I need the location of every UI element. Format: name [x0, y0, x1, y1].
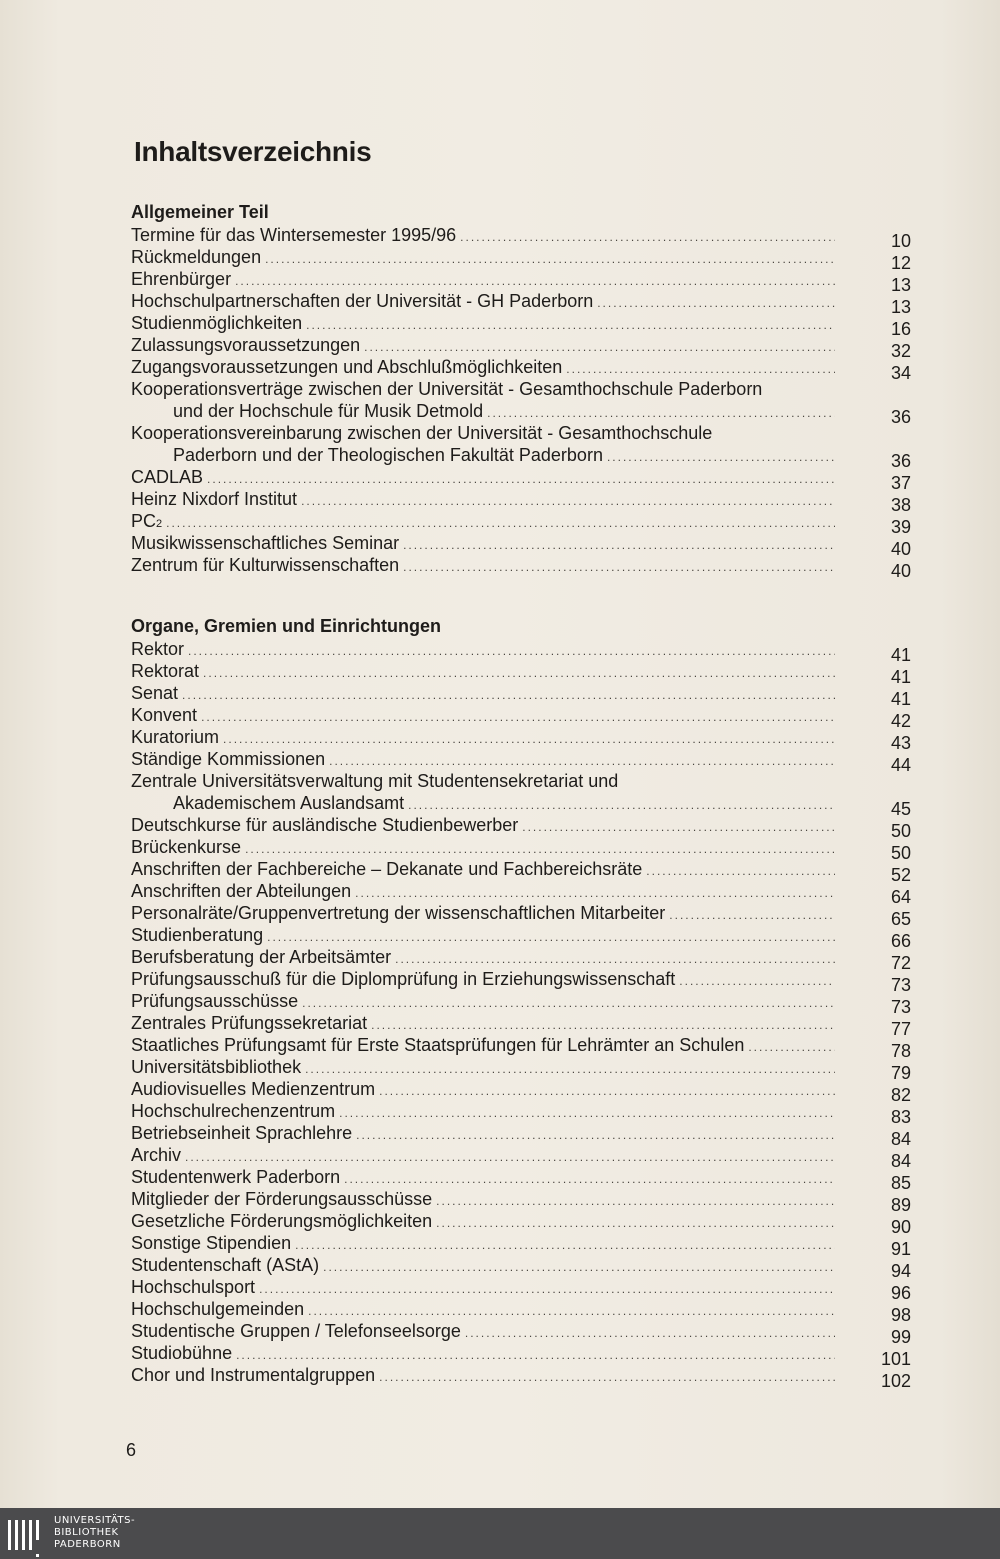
toc-section-organs: [131, 614, 911, 1391]
toc-entry: [131, 1166, 911, 1193]
toc-entry: [131, 880, 911, 907]
toc-entry-page: 90: [890, 1217, 911, 1237]
toc-entry: [131, 378, 911, 427]
toc-entry-title: Mitglieder der Förderungsausschüsse: [131, 1189, 433, 1209]
toc-entry-page: 44: [890, 755, 911, 775]
toc-entry-line: [131, 968, 911, 990]
toc-entry: [131, 1078, 911, 1105]
toc-entry: [131, 748, 911, 775]
toc-entry-title: Zentrale Universitätsverwaltung mit Studentensekretariat und: [131, 771, 619, 791]
toc-entry-line: [131, 1188, 911, 1210]
dot-leader: [166, 512, 835, 534]
toc-entry-page: 99: [890, 1327, 911, 1347]
dot-leader: [669, 904, 835, 926]
toc-entries: [131, 224, 911, 581]
toc-entry-title: Archiv: [131, 1145, 182, 1165]
dot-leader: [207, 468, 835, 490]
dot-leader: [403, 534, 835, 556]
dot-leader: [245, 838, 835, 860]
toc-entry: [131, 1364, 911, 1391]
toc-entry: [131, 1342, 911, 1369]
toc-entry-title: Prüfungsausschuß für die Diplomprüfung in Erziehungswissenschaft: [131, 969, 676, 989]
toc-entry-title: Rückmeldungen: [131, 247, 262, 267]
toc-entry: [131, 660, 911, 687]
toc-entry-page: 42: [890, 711, 911, 731]
toc-entry-title: Zugangsvoraussetzungen und Abschlußmöglichkeiten: [131, 357, 563, 377]
dot-leader: [223, 728, 835, 750]
toc-entry-page: 36: [890, 451, 911, 471]
toc-entry: [131, 554, 911, 581]
toc-entry: [131, 1210, 911, 1237]
toc-entry-title: Studentische Gruppen / Telefonseelsorge: [131, 1321, 461, 1341]
toc-entry-line: [131, 924, 911, 946]
toc-entry-page: 83: [890, 1107, 911, 1127]
toc-entry-page: 73: [890, 997, 911, 1017]
library-footer-bar: [0, 1508, 1000, 1559]
dot-leader: [306, 314, 835, 336]
toc-entry-page: 50: [890, 843, 911, 863]
toc-entry-line: [131, 532, 911, 554]
toc-entry-title: Studienberatung: [131, 925, 264, 945]
toc-entry-line: [131, 1210, 911, 1232]
toc-entry: [131, 312, 911, 339]
toc-entry-page: 32: [890, 341, 911, 361]
toc-entry-title: Akademischem Auslandsamt: [173, 793, 405, 813]
toc-entry: [131, 924, 911, 951]
toc-entry-line: [131, 858, 911, 880]
dot-leader: [748, 1036, 835, 1058]
toc-entry-line: [131, 1012, 911, 1034]
toc-entry-line: [131, 638, 911, 660]
toc-entry-line: [131, 268, 911, 290]
dot-leader: [460, 226, 835, 248]
toc-entry-title: Anschriften der Fachbereiche – Dekanate und Fachbereichsräte: [131, 859, 643, 879]
toc-entry-title: Ehrenbürger: [131, 269, 232, 289]
toc-entry-line: [131, 1364, 911, 1386]
toc-entry-page: 96: [890, 1283, 911, 1303]
toc-entry-page: 43: [890, 733, 911, 753]
library-logo-text: [54, 1515, 135, 1551]
toc-entry-title: Sonstige Stipendien: [131, 1233, 292, 1253]
toc-entry-line: PC 2 .....: [131, 510, 911, 532]
toc-entry-page: 52: [890, 865, 911, 885]
toc-entry-page: 84: [890, 1129, 911, 1149]
toc-entry-line: [131, 422, 911, 444]
dot-leader: [395, 948, 835, 970]
toc-entry-line: [131, 1078, 911, 1100]
toc-entry-page: 12: [890, 253, 911, 273]
toc-entry-page: 79: [890, 1063, 911, 1083]
toc-entry-page: 13: [890, 275, 911, 295]
toc-entry-line: [131, 444, 911, 466]
toc-entry: [131, 990, 911, 1017]
toc-entry-page: 41: [890, 667, 911, 687]
dot-leader: [305, 1058, 835, 1080]
toc-entry-title: Universitätsbibliothek: [131, 1057, 302, 1077]
toc-entry-title: Betriebseinheit Sprachlehre: [131, 1123, 353, 1143]
dot-leader: [364, 336, 835, 358]
dot-leader: [188, 640, 835, 662]
toc-entry: [131, 1254, 911, 1281]
toc-entry-title: und der Hochschule für Musik Detmold: [173, 401, 484, 421]
toc-entry-line: [131, 1100, 911, 1122]
toc-entry-page: 39: [890, 517, 911, 537]
toc-entry: [131, 704, 911, 731]
toc-entry-page: 38: [890, 495, 911, 515]
dot-leader: [259, 1278, 835, 1300]
toc-entry-title: Senat: [131, 683, 179, 703]
logo-line: UNIVERSITÄTS-: [54, 1515, 136, 1526]
toc-entry: [131, 726, 911, 753]
toc-entry-page: 102: [880, 1371, 911, 1391]
toc-entry: [131, 334, 911, 361]
toc-entry-title: Konvent: [131, 705, 198, 725]
toc-entry-title: Rektor: [131, 639, 185, 659]
toc-entry-line: [131, 748, 911, 770]
toc-entry-title: Prüfungsausschüsse: [131, 991, 299, 1011]
toc-entry-title: Hochschulgemeinden: [131, 1299, 305, 1319]
toc-entry-page: 72: [890, 953, 911, 973]
toc-entry-title: Kuratorium: [131, 727, 220, 747]
dot-leader: [329, 750, 835, 772]
toc-entry: [131, 1100, 911, 1127]
toc-entry: [131, 1144, 911, 1171]
toc-entry-line: [131, 836, 911, 858]
toc-entry-title: Berufsberatung der Arbeitsämter: [131, 947, 392, 967]
toc-entry-title: Anschriften der Abteilungen: [131, 881, 352, 901]
toc-entry-page: 50: [890, 821, 911, 841]
toc-entry: [131, 682, 911, 709]
toc-entry: [131, 770, 911, 819]
toc-entry: [131, 1122, 911, 1149]
toc-entry-line: [131, 1144, 911, 1166]
toc-entry-page: 13: [890, 297, 911, 317]
toc-entry-page: 77: [890, 1019, 911, 1039]
toc-entry-page: 40: [890, 539, 911, 559]
dot-leader: [487, 402, 835, 424]
toc-entry: [131, 902, 911, 929]
dot-leader: [566, 358, 835, 380]
toc-entry: [131, 268, 911, 295]
toc-entry-page: 85: [890, 1173, 911, 1193]
toc-entry-page: 64: [890, 887, 911, 907]
toc-entry-line: [131, 378, 911, 400]
toc-entry-title: Deutschkurse für ausländische Studienbewerber: [131, 815, 519, 835]
dot-leader: [597, 292, 835, 314]
toc-entry-title: Studiobühne: [131, 1343, 233, 1363]
toc-entry: [131, 1034, 911, 1061]
toc-entry-line: [131, 770, 911, 792]
toc-entry-line: [131, 488, 911, 510]
toc-entry-line: [131, 660, 911, 682]
toc-entry-title: Studentenschaft (AStA): [131, 1255, 320, 1275]
toc-entry-line: [131, 400, 911, 422]
dot-leader: [301, 490, 835, 512]
toc-entry-page: 66: [890, 931, 911, 951]
toc-entry-line: [131, 1298, 911, 1320]
library-barcode-logo-icon: [6, 1514, 48, 1554]
toc-entry-title: Paderborn und der Theologischen Fakultät Paderborn: [173, 445, 603, 465]
dot-leader: [379, 1366, 835, 1388]
toc-entry-page: 101: [880, 1349, 911, 1369]
dot-leader: [356, 1124, 835, 1146]
dot-leader: [203, 662, 835, 684]
toc-entry-line: [131, 1056, 911, 1078]
toc-entry: [131, 814, 911, 841]
dot-leader: [679, 970, 835, 992]
toc-entry-title: Staatliches Prüfungsamt für Erste Staatsprüfungen für Lehrämter an Schulen: [131, 1035, 745, 1055]
toc-entry: [131, 858, 911, 885]
toc-entry-line: [131, 1122, 911, 1144]
toc-entry: [131, 1188, 911, 1215]
toc-entry-title: Zentrales Prüfungssekretariat: [131, 1013, 368, 1033]
toc-entry-title: Rektorat: [131, 661, 200, 681]
toc-entry-page: 41: [890, 689, 911, 709]
toc-entry-title: Studentenwerk Paderborn: [131, 1167, 341, 1187]
toc-entry: [131, 1012, 911, 1039]
dot-leader: [267, 926, 835, 948]
toc-entry-line: [131, 1166, 911, 1188]
toc-entry-page: 45: [890, 799, 911, 819]
toc-entry-line: [131, 704, 911, 726]
dot-leader: [308, 1300, 835, 1322]
toc-entry-page: 65: [890, 909, 911, 929]
toc-entry-title: Hochschulrechenzentrum: [131, 1101, 336, 1121]
toc-entry-line: [131, 726, 911, 748]
toc-section-general: [131, 200, 911, 581]
toc-entry-title: Musikwissenschaftliches Seminar: [131, 533, 400, 553]
toc-entry-line: [131, 356, 911, 378]
toc-entry-title: Gesetzliche Förderungsmöglichkeiten: [131, 1211, 433, 1231]
toc-entry-page: 91: [890, 1239, 911, 1259]
dot-leader: [403, 556, 835, 578]
toc-entry-title: Zentrum für Kulturwissenschaften: [131, 555, 400, 575]
dot-leader: [339, 1102, 835, 1124]
toc-entry-title: Heinz Nixdorf Institut: [131, 489, 298, 509]
toc-entry: [131, 968, 911, 995]
toc-entry-page: 34: [890, 363, 911, 383]
toc-entry: [131, 1276, 911, 1303]
toc-entry-line: [131, 1276, 911, 1298]
toc-entry-page: 73: [890, 975, 911, 995]
toc-entry-title: Kooperationsvereinbarung zwischen der Universität - Gesamthochschule: [131, 423, 713, 443]
toc-entry-page: 37: [890, 473, 911, 493]
toc-entry-line: [131, 1034, 911, 1056]
toc-entry-page: 98: [890, 1305, 911, 1325]
dot-leader: [302, 992, 835, 1014]
toc-entry-page: 36: [890, 407, 911, 427]
toc-entry: [131, 488, 911, 515]
toc-entry-line: [131, 246, 911, 268]
toc-entry-page: 10: [890, 231, 911, 251]
toc-entry-title: Hochschulsport: [131, 1277, 256, 1297]
toc-entry-page: 40: [890, 561, 911, 581]
toc-entry: [131, 638, 911, 665]
section-heading: Organe, Gremien und Einrichtungen: [131, 616, 442, 636]
dot-leader: [465, 1322, 835, 1344]
toc-entry-title: Personalräte/Gruppenvertretung der wissenschaftlichen Mitarbeiter: [131, 903, 666, 923]
toc-entry-title: Kooperationsverträge zwischen der Universität - Gesamthochschule Paderborn: [131, 379, 763, 399]
toc-entry: [131, 510, 911, 537]
toc-entry: [131, 422, 911, 471]
toc-entry-title: Audiovisuelles Medienzentrum: [131, 1079, 376, 1099]
toc-entry-line: [131, 290, 911, 312]
dot-leader: [522, 816, 835, 838]
toc-entry-line: [131, 990, 911, 1012]
toc-entry-line: [131, 1342, 911, 1364]
toc-entry: [131, 1320, 911, 1347]
page-title: Inhaltsverzeichnis: [134, 136, 372, 167]
toc-entry: [131, 1298, 911, 1325]
logo-line: PADERBORN: [54, 1539, 121, 1550]
toc-entry-line: [131, 792, 911, 814]
toc-entry-title: Ständige Kommissionen: [131, 749, 326, 769]
toc-entry: [131, 1056, 911, 1083]
dot-leader: [201, 706, 835, 728]
toc-entry-line: [131, 554, 911, 576]
dot-leader: [295, 1234, 835, 1256]
toc-entry-line: [131, 466, 911, 488]
toc-entry-line: [131, 224, 911, 246]
dot-leader: [265, 248, 835, 270]
toc-entry-title: Brückenkurse: [131, 837, 242, 857]
dot-leader: [355, 882, 835, 904]
toc-entry-page: 78: [890, 1041, 911, 1061]
toc-entry-line: [131, 1254, 911, 1276]
dot-leader: [408, 794, 835, 816]
toc-entry-title: Studienmöglichkeiten: [131, 313, 303, 333]
toc-entry-title: CADLAB: [131, 467, 204, 487]
dot-leader: [379, 1080, 835, 1102]
toc-entry-line: [131, 682, 911, 704]
toc-entry: [131, 836, 911, 863]
dot-leader: [607, 446, 835, 468]
toc-entry-line: [131, 334, 911, 356]
toc-entry-page: 82: [890, 1085, 911, 1105]
dot-leader: [436, 1190, 835, 1212]
dot-leader: [323, 1256, 835, 1278]
toc-entry-line: [131, 312, 911, 334]
dot-leader: [646, 860, 835, 882]
toc-entry: [131, 466, 911, 493]
toc-entry-title: Zulassungsvoraussetzungen: [131, 335, 361, 355]
toc-entry-line: [131, 1320, 911, 1342]
toc-entry: [131, 1232, 911, 1259]
toc-entry-line: [131, 946, 911, 968]
toc-entry-page: 84: [890, 1151, 911, 1171]
logo-line: BIBLIOTHEK: [54, 1527, 119, 1538]
toc-entry-title: PC: [131, 511, 157, 531]
toc-entry: [131, 532, 911, 559]
dot-leader: [182, 684, 835, 706]
toc-entry: [131, 356, 911, 383]
section-heading: Allgemeiner Teil: [131, 202, 269, 222]
toc-entry-line: [131, 814, 911, 836]
toc-entry: [131, 224, 911, 251]
toc-entry-page: 16: [890, 319, 911, 339]
toc-entry: [131, 246, 911, 273]
dot-leader: [436, 1212, 835, 1234]
toc-entry-line: [131, 880, 911, 902]
toc-entry-line: [131, 1232, 911, 1254]
toc-entry: [131, 290, 911, 317]
dot-leader: [235, 270, 835, 292]
toc-entries: [131, 638, 911, 1391]
dot-leader: [371, 1014, 835, 1036]
toc-entry-title: Termine für das Wintersemester 1995/96: [131, 225, 457, 245]
toc-entry: [131, 946, 911, 973]
toc-entry-title: Chor und Instrumentalgruppen: [131, 1365, 376, 1385]
page-number: 6: [126, 1440, 137, 1460]
toc-entry-line: [131, 902, 911, 924]
toc-entry-page: 41: [890, 645, 911, 665]
dot-leader: [344, 1168, 835, 1190]
dot-leader: [185, 1146, 835, 1168]
toc-entry-page: 89: [890, 1195, 911, 1215]
dot-leader: [236, 1344, 835, 1366]
toc-entry-page: 94: [890, 1261, 911, 1281]
toc-entry-title: Hochschulpartnerschaften der Universität - GH Paderborn: [131, 291, 594, 311]
